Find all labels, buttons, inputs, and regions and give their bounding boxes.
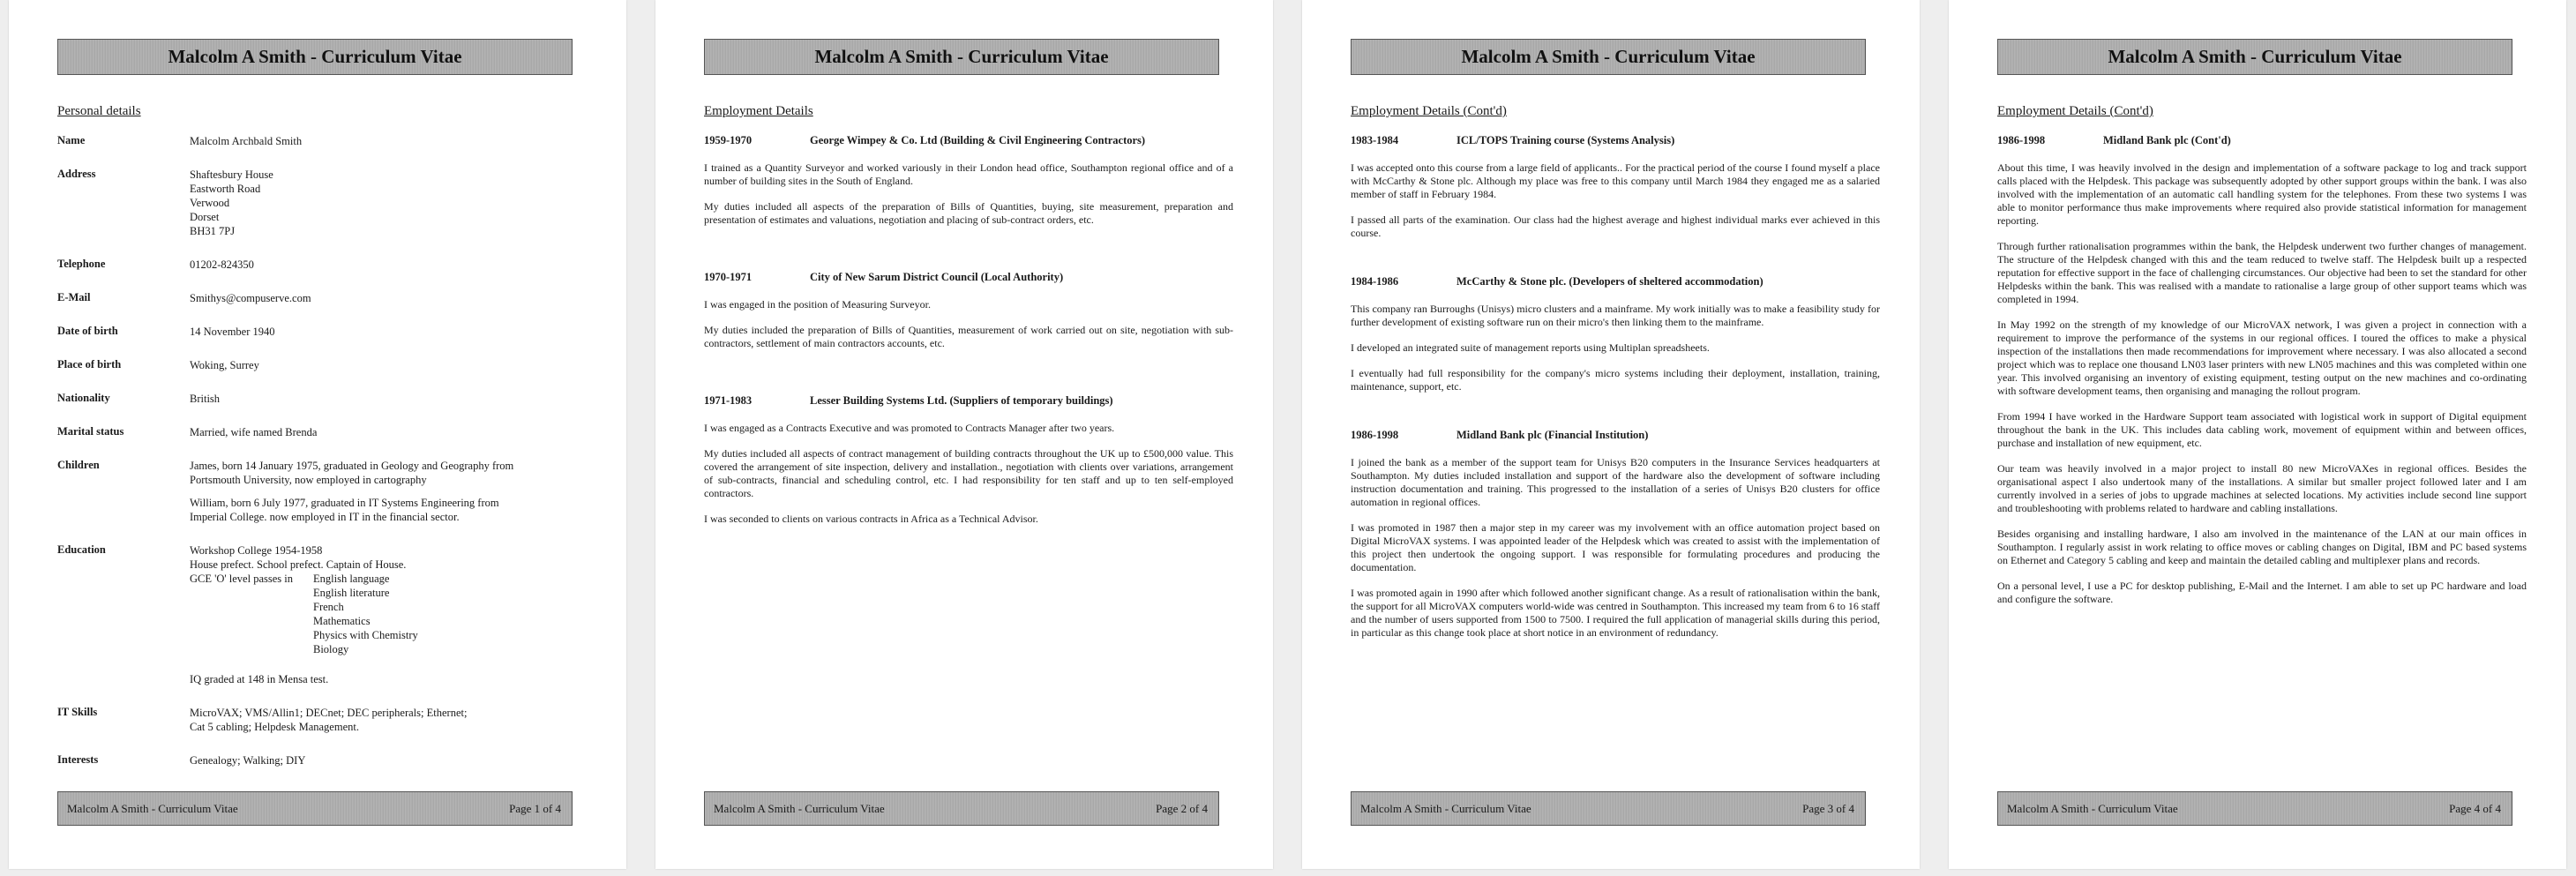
section-heading: Personal details — [57, 104, 141, 118]
job-entry: 1959-1970 George Wimpey & Co. Ltd (Building & Civil Engineering Contractors) I trained as a Quantity Surveyor and worked variously in their London head office, Southampton regional office and of a number of building sites in the South of England. My duties included all aspects of the preparation of Bills of Quantities, buying, site measurement, preparation and presentation of estimates and valuations, negotiation and placing of sub-contract orders, etc. — [704, 134, 1233, 226]
cv-page-2 — [655, 0, 1273, 869]
detail-row-address: Address Shaftesbury House Eastworth Road Verwood Dorset BH31 7PJ — [57, 168, 273, 237]
job-entry: 1986-1998 Midland Bank plc (Cont'd) About this time, I was heavily involved in the design and implementation of a software package to log and track support calls placed with the Helpdesk. This package was subsequently adopted by other support groups within the bank. I was also involved with the implementation of an automatic call handling system for the telephones. From these two systems I was able to monitor performance thus make improvements where required also provide statistical information for management reporting. Through further rationalisation programmes within the bank, the Helpdesk underwent two further changes of management. The structure of the Helpdesk changed with this and the team reduced to twelve staff. The Helpdesk built up a respected reputation for effective support in the face of challenging circumstances. Our objective had been to set the standard for other Helpdesks within the bank. This was realised with a mandate to rationalise a large group of other support teams which was completed in 1994. In May 1992 on the strength of my knowledge of our MicroVAX network, I was given a project in connection with a requirement to improve the performance of the systems in our regional offices. I toured the offices to make a physical inspection of the installations then made recommendations for improvement where necessary. I was also allocated a second project which was to replace one thousand LN03 laser printers with new LN05 machines and this was completed within one year. This involved organising an inventory of existing equipment, testing output on the new machines and co-ordinating with software development teams, then organising and managing the rollout program. From 1994 I have worked in the Hardware Support team associated with logistical work in support of Digital equipment throughout the bank in the UK. This includes data cabling work, movement of equipment within and between offices, purchase and installation of new equipment, etc. Our team was heavily involved in a major project to install 80 new MicroVAXes in regional offices. Besides the organisational aspect I also undertook many of the installations. A similar but smaller project followed later and I am currently involved in a series of jobs to upgrade machines at selected locations. My activities include second line support and troubleshooting with problems related to hardware and cabling installations. Besides organising and installing hardware, I also am involved in the maintenance of the LAN at our main offices in Southampton. I regularly assist in work relating to office moves or cabling changes on Digital, IBM and PC based systems on Ethernet and Category 5 cabling and keep and maintain the detailed cabling and multiplexer plans and records. On a personal level, I use a PC for desktop publishing, E-Mail and the Internet. I am able to set up PC hardware and load and configure the software. — [1997, 134, 2527, 605]
section-heading: Employment Details (Cont'd) — [1997, 104, 2153, 118]
employment-list — [1997, 134, 2527, 650]
detail-row-interests: Interests Genealogy; Walking; DIY — [57, 753, 306, 767]
page-number: Page 2 of 4 — [1156, 802, 1208, 815]
cv-page-1 — [9, 0, 626, 869]
detail-row-email: E-Mail Smithys@compuserve.com — [57, 291, 311, 304]
page-footer: Malcolm A Smith - Curriculum Vitae Page 4 of 4 — [1997, 791, 2512, 826]
job-entry: 1970-1971 City of New Sarum District Council (Local Authority) I was engaged in the position of Measuring Surveyor. My duties included the preparation of Bills of Quantities, measurement of work carried out on site, negotiation with sub-contractors, settlement of main contractors accounts, etc. — [704, 271, 1233, 349]
detail-row-dob: Date of birth 14 November 1940 — [57, 325, 275, 338]
cv-page-3 — [1302, 0, 1920, 869]
page-number: Page 4 of 4 — [2449, 802, 2501, 815]
cv-page-4 — [1949, 0, 2566, 869]
page-footer: Malcolm A Smith - Curriculum Vitae Page 2 of 4 — [704, 791, 1219, 826]
detail-row-pob: Place of birth Woking, Surrey — [57, 358, 259, 371]
employment-list — [1351, 134, 1880, 684]
detail-row-nationality: Nationality British — [57, 392, 221, 405]
page-header-banner — [1997, 39, 2512, 75]
job-entry: 1986-1998 Midland Bank plc (Financial Institution) I joined the bank as a member of the support team for Unisys B20 computers in the Insurance Services headquarters at Southampton. My duties included installation and support of the hardware also the development of software including instruction documentation and training. This progressed to the installation of a series of Unisys B20 clusters for office automation in regional offices. I was promoted in 1987 then a major step in my career was my involvement with an office automation project based on Digital MicroVAX systems. I was appointed leader of the Helpdesk which was created to assist with the implementation of this project then undertook the ongoing support. I was responsible for formulating procedures and producing the documentation. I was promoted again in 1990 after which followed another significant change. As a result of rationalisation within the bank, the support for all MicroVAX computers world-wide was centred in Southampton. This increased my team from 6 to 16 staff and the number of users supported from 1500 to 7500. I required the full application of managerial skills during this period, in particular as this change took place at short notice in an environment of redundancy. — [1351, 429, 1880, 639]
job-entry: 1983-1984 ICL/TOPS Training course (Systems Analysis) I was accepted onto this course from a large field of applicants.. For the practical period of the course I found myself a place with McCarthy & Stone plc. Although my place was free to this company until March 1984 they engaged me as a salaried member of staff in February 1984. I passed all parts of the examination. Our class had the highest average and highest individual marks ever achieved in this course. — [1351, 134, 1880, 239]
job-entry: 1984-1986 McCarthy & Stone plc. (Developers of sheltered accommodation) This company ran Burroughs (Unisys) micro clusters and a mainframe. My work initially was to make a feasibility study for further development of existing software run on their micro's then linking them to the mainframe. I developed an integrated suite of management reports using Multiplan spreadsheets. I eventually had full responsibility for the company's micro systems including their deployment, installation, training, maintenance, support, etc. — [1351, 275, 1880, 393]
page-footer: Malcolm A Smith - Curriculum Vitae Page 1 of 4 — [57, 791, 573, 826]
page-number: Page 1 of 4 — [509, 802, 561, 815]
employment-list — [704, 134, 1233, 570]
page-title: Malcolm A Smith - Curriculum Vitae — [168, 46, 462, 67]
page-number: Page 3 of 4 — [1802, 802, 1854, 815]
detail-row-telephone: Telephone 01202-824350 — [57, 258, 254, 271]
detail-row-children: Children James, born 14 January 1975, graduated in Geology and Geography from Portsmouth University, now employed in cartography William, born 6 July 1977, graduated in IT Systems Engineering from Imperial College. now employed in IT in the financial sector. — [57, 459, 514, 523]
detail-row-name: Name Malcolm Archbald Smith — [57, 134, 303, 147]
page-footer: Malcolm A Smith - Curriculum Vitae Page 3 of 4 — [1351, 791, 1866, 826]
page-title: Malcolm A Smith - Curriculum Vitae — [814, 46, 1109, 67]
detail-row-it-skills: IT Skills MicroVAX; VMS/Allin1; DECnet; DEC peripherals; Ethernet; Cat 5 cabling; Helpdesk Management. — [57, 706, 468, 733]
detail-row-marital: Marital status Married, wife named Brenda — [57, 425, 318, 438]
gce-subjects: GCE 'O' level passes in English language English literature French Mathematics Physics with Chemistry Biology — [190, 573, 418, 655]
section-heading: Employment Details — [704, 104, 813, 118]
page-title: Malcolm A Smith - Curriculum Vitae — [1461, 46, 1756, 67]
personal-details — [57, 134, 587, 787]
page-header-banner — [1351, 39, 1866, 75]
page-title: Malcolm A Smith - Curriculum Vitae — [2108, 46, 2402, 67]
page-header-banner — [57, 39, 573, 75]
job-entry: 1971-1983 Lesser Building Systems Ltd. (Suppliers of temporary buildings) I was engaged as a Contracts Executive and was promoted to Contracts Manager after two years. My duties included all aspects of contract management of building contracts throughout the UK up to £500,000 value. This covered the arrangement of site inspection, delivery and installation., negotiation with clients over variations, arrangement of sub-contracts, financial and scheduling control, etc. I had responsibility for ten staff and up to ten self-employed contractors. I was seconded to clients on various contracts in Africa as a Technical Advisor. — [704, 394, 1233, 525]
section-heading: Employment Details (Cont'd) — [1351, 104, 1507, 118]
page-header-banner — [704, 39, 1219, 75]
detail-row-education: Education Workshop College 1954-1958 House prefect. School prefect. Captain of House. GCE 'O' level passes in English language English literature French Mathematics Physics with Chemistry Biology IQ graded at 148 in Mensa test. — [57, 543, 587, 686]
